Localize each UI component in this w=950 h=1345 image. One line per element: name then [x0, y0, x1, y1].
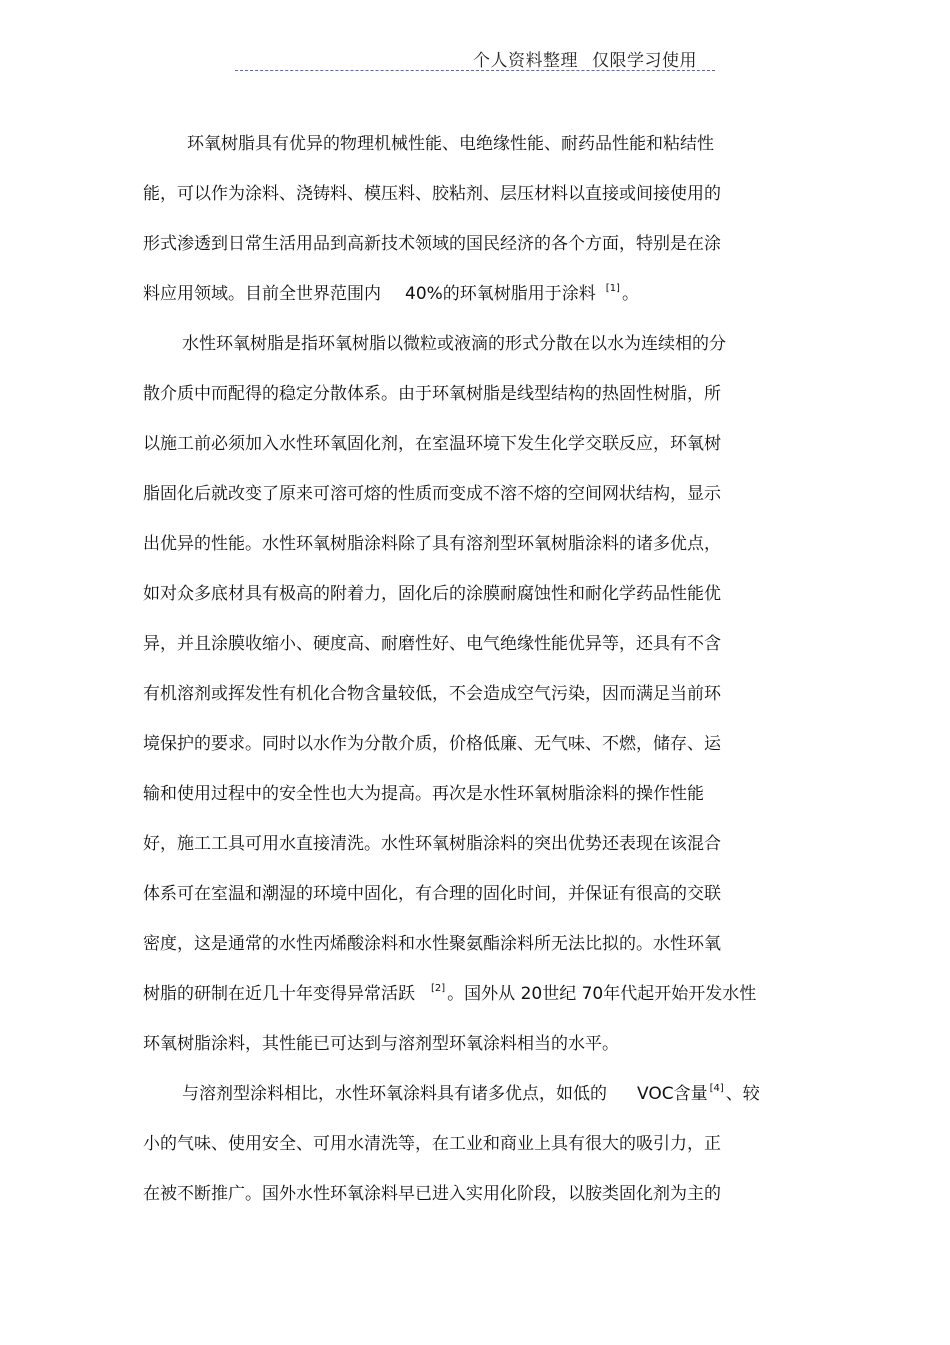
text-line: 能，可以作为涂料、浇铸料、模压料、胶粘剂、层压材料以直接或间接使用的: [143, 184, 721, 204]
text-line: 形式渗透到日常生活用品到高新技术领域的国民经济的各个方面，特别是在涂: [143, 234, 721, 254]
text-line: 在被不断推广。国外水性环氧涂料早已进入实用化阶段，以胺类固化剂为主的: [143, 1184, 721, 1204]
text-span: 料应用领域。目前全世界范围内: [143, 284, 381, 304]
text-line: 输和使用过程中的安全性也大为提高。再次是水性环氧树脂涂料的操作性能: [143, 784, 704, 804]
text-span: 与溶剂型涂料相比，水性环氧涂料具有诸多优点，如低的: [182, 1084, 607, 1104]
citation-ref: [2]: [431, 983, 446, 994]
text-line: 水性环氧树脂是指环氧树脂以微粒或液滴的形式分散在以水为连续相的分: [182, 334, 726, 354]
text-line: 散介质中而配得的稳定分散体系。由于环氧树脂是线型结构的热固性树脂，所: [143, 384, 721, 404]
text-line: 异，并且涂膜收缩小、硬度高、耐磨性好、电气绝缘性能优异等，还具有不含: [143, 634, 721, 654]
text-line: [143, 983, 756, 1005]
text-span: VOC含量: [637, 1084, 708, 1104]
text-line: 如对众多底材具有极高的附着力，固化后的涂膜耐腐蚀性和耐化学药品性能优: [143, 584, 721, 604]
text-line: 小的气味、使用安全、可用水清洗等，在工业和商业上具有很大的吸引力，正: [143, 1134, 721, 1154]
text-span: 。: [621, 284, 639, 304]
text-span: 40%的环氧树脂用于涂料: [405, 284, 596, 304]
text-line: [182, 1083, 760, 1105]
citation-ref: [1]: [605, 283, 620, 294]
text-line: [143, 283, 639, 305]
header-rule: [235, 70, 715, 71]
text-line: 密度，这是通常的水性丙烯酸涂料和水性聚氨酯涂料所无法比拟的。水性环氧: [143, 934, 721, 954]
header-title-right: 仅限学习使用: [592, 51, 697, 71]
text-span: 、较: [725, 1084, 760, 1104]
text-line: 环氧树脂具有优异的物理机械性能、电绝缘性能、耐药品性能和粘结性: [187, 134, 714, 154]
header-title-left: 个人资料整理: [473, 51, 578, 71]
text-line: 体系可在室温和潮湿的环境中固化，有合理的固化时间，并保证有很高的交联: [143, 884, 721, 904]
text-span: 。国外从 20世纪 70年代起开始开发水性: [447, 984, 757, 1004]
page-header: [473, 46, 697, 71]
text-line: 有机溶剂或挥发性有机化合物含量较低，不会造成空气污染，因而满足当前环: [143, 684, 721, 704]
citation-ref: [4]: [709, 1083, 724, 1094]
text-span: 树脂的研制在近几十年变得异常活跃: [143, 984, 415, 1004]
text-line: 好，施工工具可用水直接清洗。水性环氧树脂涂料的突出优势还表现在该混合: [143, 834, 721, 854]
text-line: 以施工前必须加入水性环氧固化剂，在室温环境下发生化学交联反应，环氧树: [143, 434, 721, 454]
text-line: 环氧树脂涂料，其性能已可达到与溶剂型环氧涂料相当的水平。: [143, 1034, 619, 1054]
text-line: 出优异的性能。水性环氧树脂涂料除了具有溶剂型环氧树脂涂料的诸多优点，: [143, 534, 721, 554]
text-line: 境保护的要求。同时以水作为分散介质，价格低廉、无气味、不燃，储存、运: [143, 734, 721, 754]
text-line: 脂固化后就改变了原来可溶可熔的性质而变成不溶不熔的空间网状结构，显示: [143, 484, 721, 504]
